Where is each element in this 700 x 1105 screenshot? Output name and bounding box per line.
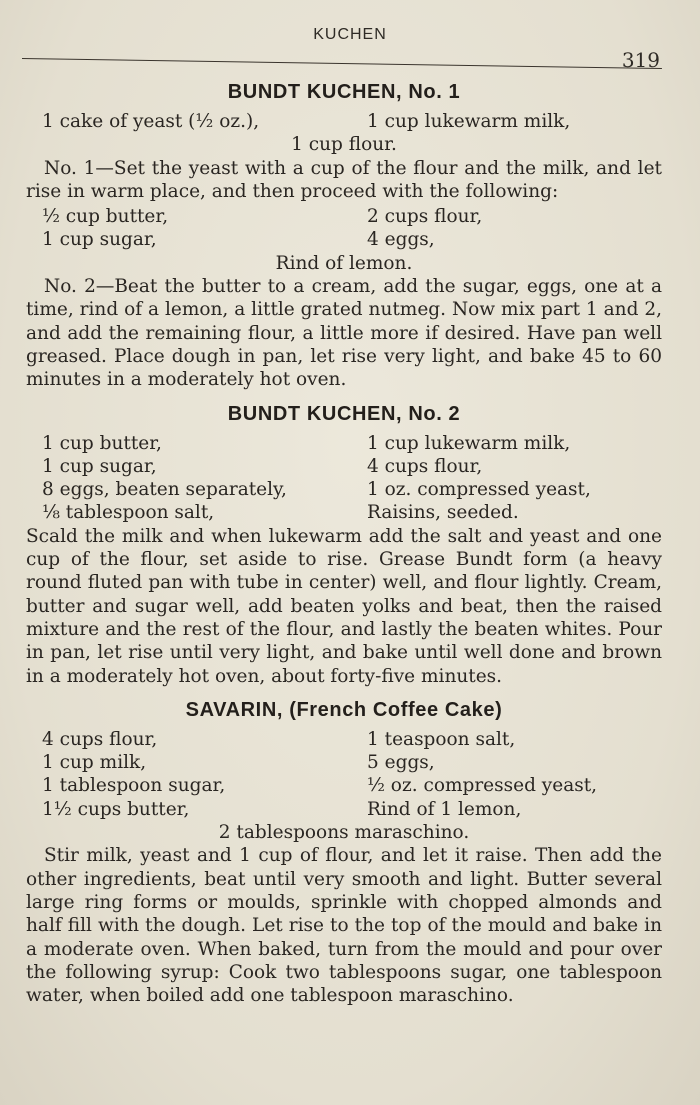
- method-paragraph: Scald the milk and when lukewarm add the salt and yeast and one cup of the flour, set aside to rise. Grease Bundt form (a heavy round fluted pan with tube in center) well, and flour lightly. Cream, butter and sugar well, add beaten yolks and beat, then the raised mixture and the rest of the flour, and lastly the beaten whites. Pour in pan, let rise until very light, and bake until well done and brown in a moderately hot oven, about forty-five minutes.: [26, 525, 662, 687]
- ingredient-list: [42, 432, 662, 525]
- ingredient: 4 cups flour,: [42, 728, 158, 750]
- ingredient: 2 tablespoons maraschino.: [218, 822, 470, 844]
- ingredient: Raisins, seeded.: [367, 502, 519, 524]
- ingredient: 1 cup butter,: [42, 432, 162, 454]
- ingredient: 1 cake of yeast (½ oz.),: [42, 111, 260, 132]
- recipe-savarin: [26, 696, 662, 1008]
- page-content: [26, 78, 662, 1015]
- ingredient: 1 oz. compressed yeast,: [367, 479, 591, 501]
- ingredient-list: [42, 728, 662, 844]
- ingredient-list: [42, 205, 662, 275]
- method-paragraph: No. 2—Beat the butter to a cream, add the sugar, eggs, one at a time, rind of a lemon, a little grated nutmeg. Now mix part 1 and 2, and add the remaining flour, a little more if desired. Have pan well greased. Place dough in pan, let rise very light, and bake 45 to 60 minutes in a moderately hot oven.: [26, 276, 662, 391]
- ingredient: Rind of 1 lemon,: [367, 798, 522, 820]
- ingredient: 4 eggs,: [367, 229, 435, 251]
- ingredient: 8 eggs, beaten separately,: [42, 479, 287, 501]
- recipe-title: BUNDT KUCHEN, No. 2: [227, 402, 461, 425]
- method-paragraph: No. 1—Set the yeast with a cup of the flour and the milk, and let rise in warm place, and then proceed with the following:: [26, 157, 662, 202]
- header-rule: [22, 58, 662, 69]
- ingredient: 1 cup flour.: [291, 134, 397, 156]
- page-number: 319: [621, 48, 660, 72]
- ingredient: ½ oz. compressed yeast,: [367, 775, 598, 797]
- ingredient: 4 cups flour,: [367, 455, 483, 477]
- ingredient: 1 cup milk,: [42, 752, 147, 774]
- ingredient: 1 cup lukewarm milk,: [367, 432, 571, 454]
- recipe-bundt-kuchen-1: [26, 78, 662, 392]
- ingredient: 1 teaspoon salt,: [367, 728, 516, 750]
- ingredient: ⅛ tablespoon salt,: [42, 502, 215, 524]
- ingredient: 2 cups flour,: [367, 206, 483, 228]
- recipe-title: BUNDT KUCHEN, No. 1: [227, 81, 461, 103]
- ingredient: ½ cup butter,: [42, 206, 169, 228]
- recipe-bundt-kuchen-2: [26, 400, 662, 688]
- ingredient: 1 cup sugar,: [42, 455, 157, 477]
- ingredient-list: [42, 110, 662, 157]
- running-head: KUCHEN: [313, 26, 387, 43]
- ingredient: Rind of lemon.: [275, 252, 413, 274]
- ingredient: 1 cup lukewarm milk,: [367, 111, 571, 132]
- ingredient: 1 cup sugar,: [42, 229, 157, 251]
- method-paragraph: Stir milk, yeast and 1 cup of flour, and let it raise. Then add the other ingredients, beat until very smooth and light. Butter several large ring forms or moulds, sprinkle with chopped almonds and half fill with the dough. Let rise to the top of the mould and bake in a moderate oven. When baked, turn from the mould and pour over the following syrup: Cook two tablespoons sugar, one tablespoon water, when boiled add one tablespoon maraschino.: [26, 845, 662, 1007]
- recipe-title: SAVARIN, (French Coffee Cake): [185, 698, 503, 721]
- ingredient: 5 eggs,: [367, 752, 435, 774]
- ingredient: 1 tablespoon sugar,: [42, 775, 226, 797]
- ingredient: 1½ cups butter,: [42, 798, 190, 820]
